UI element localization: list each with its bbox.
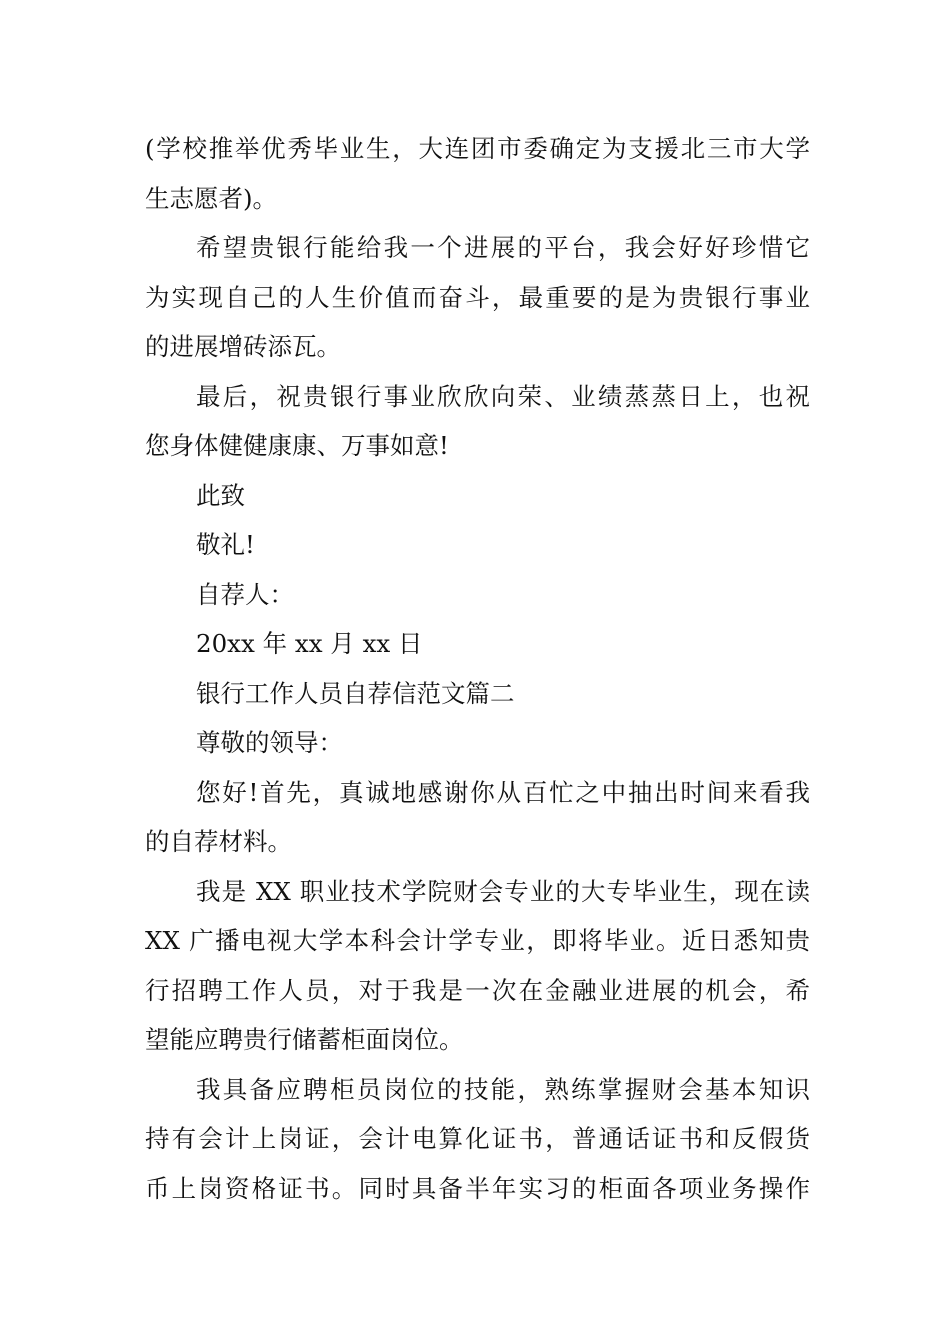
text-line: 最后，祝贵银行事业欣欣向荣、业绩蒸蒸日上，也祝	[196, 381, 810, 411]
text-line: (学校推举优秀毕业生，大连团市委确定为支援北三市大学	[145, 134, 810, 163]
text-line: 20xx 年 xx 月 xx 日	[196, 629, 423, 658]
text-line: 敬礼!	[196, 530, 255, 559]
text-line: 的进展增砖添瓦。	[145, 332, 341, 361]
text-line: 我具备应聘柜员岗位的技能，熟练掌握财会基本知识	[196, 1074, 810, 1104]
text-line: 行招聘工作人员，对于我是一次在金融业进展的机会，希	[145, 975, 810, 1005]
text-line: 希望贵银行能给我一个进展的平台，我会好好珍惜它	[196, 233, 810, 262]
text-line: 生志愿者)。	[145, 183, 278, 213]
document-body	[145, 124, 810, 1213]
text-line: XX 广播电视大学本科会计学专业，即将毕业。近日悉知贵	[145, 926, 810, 955]
text-line: 您好!首先，真诚地感谢你从百忙之中抽出时间来看我	[196, 777, 810, 807]
text-line: 为实现自己的人生价值而奋斗，最重要的是为贵银行事业	[145, 282, 810, 312]
text-line: 此致	[196, 480, 245, 510]
text-line: 尊敬的领导：	[196, 728, 343, 757]
text-line: 币上岗资格证书。同时具备半年实习的柜面各项业务操作	[145, 1173, 810, 1203]
text-line: 我是 XX 职业技术学院财会专业的大专毕业生，现在读	[196, 876, 810, 906]
text-line: 的自荐材料。	[145, 827, 292, 856]
text-line: 银行工作人员自荐信范文篇二	[196, 678, 515, 708]
text-line: 自荐人：	[196, 579, 294, 609]
text-line: 望能应聘贵行储蓄柜面岗位。	[145, 1025, 464, 1054]
text-line: 持有会计上岗证，会计电算化证书，普通话证书和反假货	[145, 1124, 810, 1153]
text-line: 您身体健健康康、万事如意!	[145, 431, 449, 460]
